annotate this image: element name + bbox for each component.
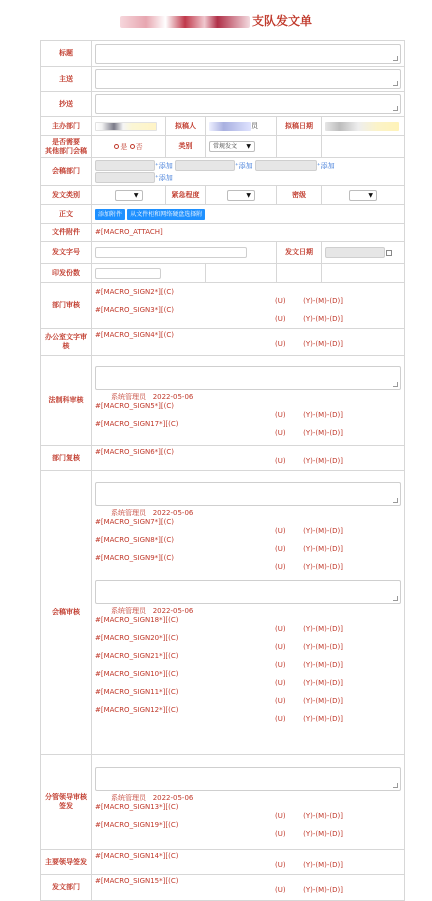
chevron-down-icon: ▼ xyxy=(368,191,373,199)
macro-sign-12: #[MACRO_SIGN12*][(C) xyxy=(95,706,179,714)
label-zhusong: 主送 xyxy=(41,67,92,92)
macro-sign-19: #[MACRO_SIGN19*][(C) xyxy=(95,821,179,829)
sign-row xyxy=(95,715,401,724)
sign-date: (Y)-(M)-(D)] xyxy=(303,679,344,687)
sys-user-line xyxy=(95,607,401,616)
add-co-sign-3-label: 添加 xyxy=(320,161,335,170)
label-issue-dept: 发文部门 xyxy=(41,875,92,901)
doc-type-select[interactable] xyxy=(115,190,143,201)
chevron-down-icon: ▼ xyxy=(246,191,251,199)
sign-u: (U) xyxy=(275,545,286,553)
sign-date: (Y)-(M)-(D)] xyxy=(303,314,344,323)
sign-date: (Y)-(M)-(D)] xyxy=(303,411,344,419)
sign-row xyxy=(95,661,401,670)
label-doc-number: 发文字号 xyxy=(41,242,92,264)
label-leader-2: 签发 xyxy=(59,802,73,810)
label-office-review xyxy=(41,329,92,356)
macro-sign-3: #[MACRO_SIGN3*][(C) xyxy=(95,305,174,314)
sign-u: (U) xyxy=(275,457,286,465)
sign-u: (U) xyxy=(275,296,286,305)
label-urgency: 紧急程度 xyxy=(166,186,206,205)
sign-date: (Y)-(M)-(D)] xyxy=(303,563,344,571)
label-need-sign xyxy=(41,136,92,158)
title-input[interactable] xyxy=(95,44,401,64)
label-draft-date: 拟稿日期 xyxy=(277,117,322,136)
sign-date: (Y)-(M)-(D)] xyxy=(303,861,344,869)
category-select[interactable] xyxy=(209,141,255,152)
sign-row xyxy=(95,679,401,688)
sign-u: (U) xyxy=(275,812,286,820)
add-co-sign-1-label: 添加 xyxy=(158,161,173,170)
sign-row xyxy=(95,563,401,572)
sign-u: (U) xyxy=(275,679,286,687)
sign-row xyxy=(95,340,401,349)
label-drafter: 拟稿人 xyxy=(166,117,206,136)
macro-sign-10: #[MACRO_SIGN10*][(C) xyxy=(95,670,179,678)
add-co-sign-2-label: 添加 xyxy=(238,161,253,170)
sign-row xyxy=(95,545,401,554)
zhusong-input[interactable] xyxy=(95,69,401,89)
urgency-select[interactable] xyxy=(227,190,255,201)
macro-sign-4: #[MACRO_SIGN4*][(C) xyxy=(95,331,174,339)
attachment-macro: #[MACRO_ATTACH] xyxy=(92,224,405,242)
co-sign-dept-2[interactable] xyxy=(175,160,235,171)
label-chaosong: 抄送 xyxy=(41,92,92,117)
sys-user: 系统管理员 xyxy=(111,607,146,615)
label-leader xyxy=(41,755,92,850)
countersign-opinion-2[interactable] xyxy=(95,580,401,604)
add-attachment-button[interactable]: 添加附件 xyxy=(95,209,125,220)
doc-number-input[interactable] xyxy=(95,247,247,258)
co-sign-dept-4[interactable] xyxy=(95,172,155,183)
radio-yes-label: 是 xyxy=(120,142,128,151)
macro-sign-8: #[MACRO_SIGN8*][(C) xyxy=(95,536,174,544)
co-sign-dept-1[interactable] xyxy=(95,160,155,171)
add-co-sign-4-label: 添加 xyxy=(158,173,173,182)
label-secrecy: 密级 xyxy=(277,186,322,205)
sign-date: (Y)-(M)-(D)] xyxy=(303,697,344,705)
macro-sign-18: #[MACRO_SIGN18*][(C) xyxy=(95,616,179,624)
sign-date: (Y)-(M)-(D)] xyxy=(303,296,344,305)
redacted-title-prefix xyxy=(120,16,250,28)
sign-row xyxy=(95,830,401,839)
label-title: 标题 xyxy=(41,41,92,67)
category-selected: 常规发文 xyxy=(213,143,238,150)
sign-row xyxy=(95,886,401,895)
sign-date: (Y)-(M)-(D)] xyxy=(303,886,344,894)
label-leader-1: 分管领导审核 xyxy=(45,793,87,801)
sign-u: (U) xyxy=(275,411,286,419)
countersign-opinion-1[interactable] xyxy=(95,482,401,506)
sign-u: (U) xyxy=(275,697,286,705)
sign-row xyxy=(95,457,401,466)
dispatch-form xyxy=(40,40,405,901)
title-suffix: 支队发文单 xyxy=(251,14,312,28)
sign-row xyxy=(95,861,401,870)
radio-no[interactable] xyxy=(130,144,135,149)
page-title xyxy=(0,12,432,29)
label-office-review-1: 办公室文字审 xyxy=(45,333,87,341)
drafter-value xyxy=(209,122,251,131)
sign-date: (Y)-(M)-(D)] xyxy=(303,643,344,651)
sign-date: (Y)-(M)-(D)] xyxy=(303,457,344,465)
label-countersign: 会稿审核 xyxy=(41,471,92,755)
sign-row xyxy=(95,315,401,324)
sign-date: (Y)-(M)-(D)] xyxy=(303,545,344,553)
sign-row xyxy=(95,297,401,306)
macro-sign-17: #[MACRO_SIGN17*][(C) xyxy=(95,420,179,428)
sys-date: 2022-05-06 xyxy=(152,607,194,615)
dept-value xyxy=(95,122,157,131)
add-co-sign-2[interactable]: ⁺添加 xyxy=(234,161,253,170)
add-co-sign-4[interactable]: ⁺添加 xyxy=(155,173,173,182)
co-sign-dept-3[interactable] xyxy=(255,160,317,171)
sign-u: (U) xyxy=(275,625,286,633)
label-copies: 印发份数 xyxy=(41,264,92,283)
label-need-sign-2: 其他部门会稿 xyxy=(45,146,87,155)
macro-sign-15: #[MACRO_SIGN15*][(C) xyxy=(95,877,179,885)
sys-user-line xyxy=(95,794,401,803)
sign-row xyxy=(95,625,401,634)
sign-row xyxy=(95,643,401,652)
label-co-sign-dept: 会稿部门 xyxy=(41,158,92,186)
sign-date: (Y)-(M)-(D)] xyxy=(303,625,344,633)
sign-row xyxy=(95,429,401,438)
sys-user-line xyxy=(95,393,401,402)
macro-sign-11: #[MACRO_SIGN11*][(C) xyxy=(95,688,179,696)
sys-user-line xyxy=(95,509,401,518)
sign-u: (U) xyxy=(275,715,286,723)
label-dept: 主办部门 xyxy=(41,117,92,136)
leader-opinion[interactable] xyxy=(95,767,401,791)
sign-u: (U) xyxy=(275,429,286,437)
macro-sign-7: #[MACRO_SIGN7*][(C) xyxy=(95,518,174,526)
chaosong-input[interactable] xyxy=(95,94,401,114)
sys-date: 2022-05-06 xyxy=(152,393,194,401)
label-issue-date: 发文日期 xyxy=(277,242,322,264)
label-body: 正文 xyxy=(41,205,92,224)
sign-u: (U) xyxy=(275,643,286,651)
label-attachment: 文件附件 xyxy=(41,224,92,242)
label-dept-check: 部门复核 xyxy=(41,446,92,471)
calendar-icon[interactable] xyxy=(386,250,392,256)
macro-sign-5: #[MACRO_SIGN5*][(C) xyxy=(95,402,174,410)
radio-yes[interactable] xyxy=(114,144,119,149)
macro-sign-14: #[MACRO_SIGN14*][(C) xyxy=(95,852,179,860)
macro-sign-2: #[MACRO_SIGN2*][(C) xyxy=(95,287,174,296)
chevron-down-icon: ▼ xyxy=(246,143,251,150)
sys-date: 2022-05-06 xyxy=(152,509,194,517)
sign-u: (U) xyxy=(275,527,286,535)
macro-sign-13: #[MACRO_SIGN13*][(C) xyxy=(95,803,179,811)
draft-date-value xyxy=(325,122,399,131)
macro-sign-9: #[MACRO_SIGN9*][(C) xyxy=(95,554,174,562)
sign-row xyxy=(95,527,401,536)
add-co-sign-3[interactable]: ⁺添加 xyxy=(316,161,335,170)
sign-u: (U) xyxy=(275,661,286,669)
sign-u: (U) xyxy=(275,563,286,571)
sign-date: (Y)-(M)-(D)] xyxy=(303,715,344,723)
label-office-review-2: 核 xyxy=(62,342,70,350)
label-doc-type: 发文类别 xyxy=(41,186,92,205)
sign-date: (Y)-(M)-(D)] xyxy=(303,340,344,348)
macro-sign-6: #[MACRO_SIGN6*][(C) xyxy=(95,448,174,456)
radio-no-label: 否 xyxy=(135,142,143,151)
sys-date: 2022-05-06 xyxy=(152,794,194,802)
sign-row xyxy=(95,812,401,821)
label-dept-review: 部门审核 xyxy=(41,283,92,329)
sign-u: (U) xyxy=(275,830,286,838)
issue-date-input[interactable] xyxy=(325,247,385,258)
label-main-leader: 主要领导签发 xyxy=(41,850,92,875)
macro-sign-20: #[MACRO_SIGN20*][(C) xyxy=(95,634,179,642)
drafter-tail: 员 xyxy=(251,122,258,130)
copies-input[interactable] xyxy=(95,268,161,279)
sign-date: (Y)-(M)-(D)] xyxy=(303,812,344,820)
select-from-cabinet-button[interactable]: 从文件柜和网络硬盘选择附 xyxy=(127,209,205,220)
sign-date: (Y)-(M)-(D)] xyxy=(303,527,344,535)
legal-review-opinion[interactable] xyxy=(95,366,401,390)
sign-date: (Y)-(M)-(D)] xyxy=(303,429,344,437)
sign-u: (U) xyxy=(275,886,286,894)
chevron-down-icon: ▼ xyxy=(133,191,139,199)
secrecy-select[interactable] xyxy=(349,190,377,201)
sign-u: (U) xyxy=(275,861,286,869)
label-need-sign-1: 是否需要 xyxy=(52,137,80,146)
sys-user: 系统管理员 xyxy=(111,509,146,517)
sys-user: 系统管理员 xyxy=(111,393,146,401)
sign-u: (U) xyxy=(275,314,286,323)
add-co-sign-1[interactable]: ⁺添加 xyxy=(155,161,173,170)
label-category: 类别 xyxy=(166,136,206,158)
sign-row xyxy=(95,697,401,706)
macro-sign-21: #[MACRO_SIGN21*][(C) xyxy=(95,652,179,660)
sign-row xyxy=(95,411,401,420)
label-legal-review: 法制科审核 xyxy=(41,356,92,446)
sign-u: (U) xyxy=(275,340,286,348)
sign-date: (Y)-(M)-(D)] xyxy=(303,661,344,669)
sign-date: (Y)-(M)-(D)] xyxy=(303,830,344,838)
sys-user: 系统管理员 xyxy=(111,794,146,802)
